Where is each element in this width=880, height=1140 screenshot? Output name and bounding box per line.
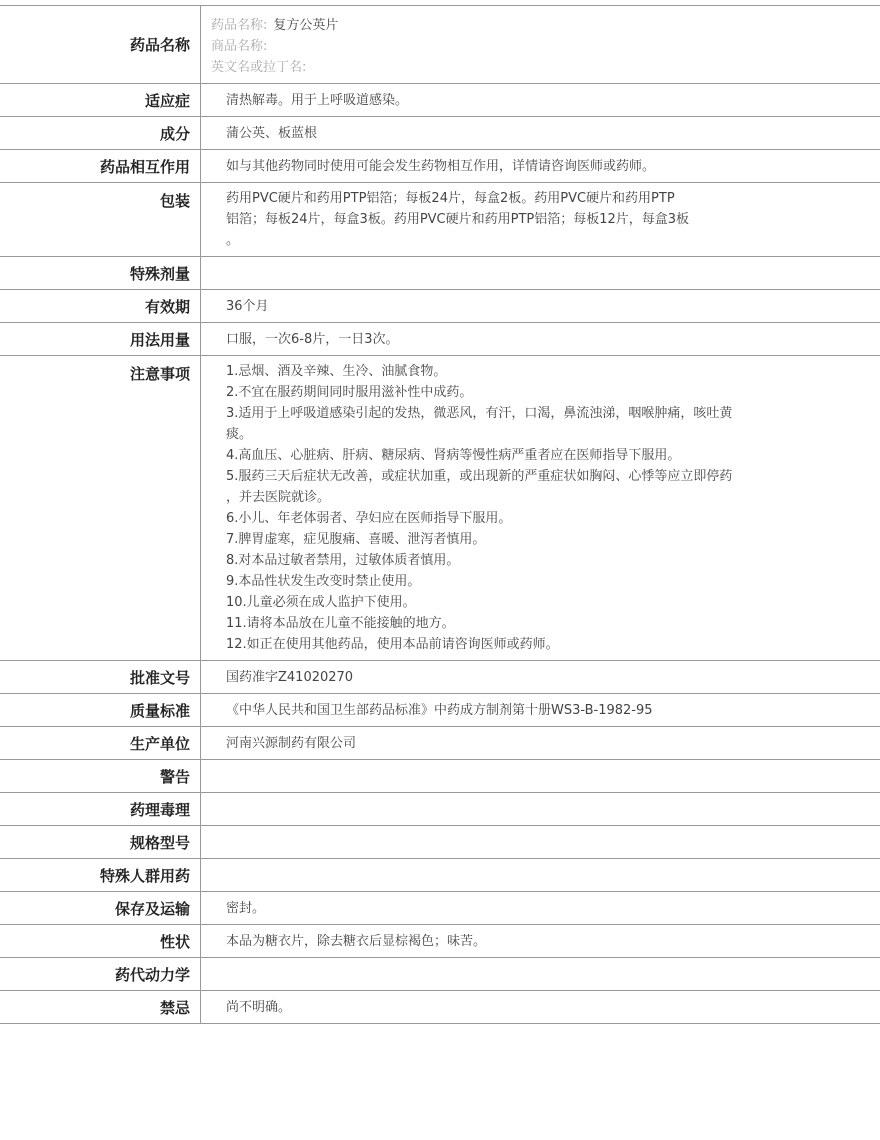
- value-usage: 口服，一次6-8片，一日3次。: [201, 323, 880, 356]
- label-pharmacology: 药理毒理: [0, 793, 201, 826]
- label-standard: 质量标准: [0, 694, 201, 727]
- generic-name-line: [211, 15, 880, 36]
- row-approval: [0, 661, 880, 694]
- row-drug-name: [0, 6, 880, 84]
- generic-name-key: 药品名称:: [211, 18, 268, 33]
- value-appearance: 本品为糖衣片，除去糖衣后显棕褐色；味苦。: [201, 925, 880, 958]
- precaution-line: 8.对本品过敏者禁用，过敏体质者慎用。: [226, 553, 460, 568]
- value-ingredients: 蒲公英、板蓝根: [201, 117, 880, 150]
- precaution-line: 5.服药三天后症状无改善，或症状加重，或出现新的严重症状如胸闷、心悸等应立即停药: [226, 469, 733, 484]
- value-validity: 36个月: [201, 290, 880, 323]
- label-storage: 保存及运输: [0, 892, 201, 925]
- row-validity: [0, 290, 880, 323]
- label-packaging: 包装: [0, 183, 201, 257]
- value-interaction: 如与其他药物同时使用可能会发生药物相互作用，详情请咨询医师或药师。: [201, 150, 880, 183]
- label-ingredients: 成分: [0, 117, 201, 150]
- precaution-line: 7.脾胃虚寒，症见腹痛、喜暖、泄泻者慎用。: [226, 532, 486, 547]
- row-special-dosage: [0, 257, 880, 290]
- row-pharmacokinetics: [0, 958, 880, 991]
- precaution-line: 1.忌烟、酒及辛辣、生冷、油腻食物。: [226, 364, 447, 379]
- value-indication: 清热解毒。用于上呼吸道感染。: [201, 84, 880, 117]
- value-precautions: [201, 356, 880, 661]
- value-pharmacokinetics: [201, 958, 880, 991]
- label-validity: 有效期: [0, 290, 201, 323]
- value-drug-name: [201, 6, 880, 84]
- precaution-line: 痰。: [226, 427, 253, 442]
- label-specification: 规格型号: [0, 826, 201, 859]
- drug-info-table: [0, 5, 880, 1024]
- precaution-line: 6.小儿、年老体弱者、孕妇应在医师指导下服用。: [226, 511, 512, 526]
- row-specification: [0, 826, 880, 859]
- value-special-population: [201, 859, 880, 892]
- label-special-population: 特殊人群用药: [0, 859, 201, 892]
- row-manufacturer: [0, 727, 880, 760]
- label-contraindications: 禁忌: [0, 991, 201, 1024]
- label-special-dosage: 特殊剂量: [0, 257, 201, 290]
- packaging-line: 药用PVC硬片和药用PTP铝箔；每板24片，每盒2板。药用PVC硬片和药用PTP: [226, 191, 675, 206]
- value-storage: 密封。: [201, 892, 880, 925]
- label-interaction: 药品相互作用: [0, 150, 201, 183]
- precaution-line: ，并去医院就诊。: [226, 490, 331, 505]
- label-indication: 适应症: [0, 84, 201, 117]
- english-name-line: [211, 57, 880, 78]
- packaging-line: 。: [226, 233, 240, 248]
- row-contraindications: [0, 991, 880, 1024]
- generic-name-value: 复方公英片: [273, 18, 339, 33]
- row-interaction: [0, 150, 880, 183]
- precaution-line: 4.高血压、心脏病、肝病、糖尿病、肾病等慢性病严重者应在医师指导下服用。: [226, 448, 681, 463]
- trade-name-key: 商品名称:: [211, 39, 268, 54]
- value-approval: 国药准字Z41020270: [201, 661, 880, 694]
- value-packaging: [201, 183, 880, 257]
- row-packaging: [0, 183, 880, 257]
- trade-name-line: [211, 36, 880, 57]
- row-ingredients: [0, 117, 880, 150]
- value-special-dosage: [201, 257, 880, 290]
- row-standard: [0, 694, 880, 727]
- precaution-line: 9.本品性状发生改变时禁止使用。: [226, 574, 421, 589]
- packaging-line: 铝箔；每板24片，每盒3板。药用PVC硬片和药用PTP铝箔；每板12片，每盒3板: [226, 212, 690, 227]
- label-usage: 用法用量: [0, 323, 201, 356]
- value-specification: [201, 826, 880, 859]
- label-precautions: 注意事项: [0, 356, 201, 661]
- row-special-population: [0, 859, 880, 892]
- row-precautions: [0, 356, 880, 661]
- label-manufacturer: 生产单位: [0, 727, 201, 760]
- row-pharmacology: [0, 793, 880, 826]
- row-indication: [0, 84, 880, 117]
- row-appearance: [0, 925, 880, 958]
- label-drug-name: 药品名称: [0, 6, 201, 84]
- precaution-line: 12.如正在使用其他药品，使用本品前请咨询医师或药师。: [226, 637, 559, 652]
- row-storage: [0, 892, 880, 925]
- precaution-line: 10.儿童必须在成人监护下使用。: [226, 595, 416, 610]
- value-manufacturer: 河南兴源制药有限公司: [201, 727, 880, 760]
- value-standard: 《中华人民共和国卫生部药品标准》中药成方制剂第十册WS3-B-1982-95: [201, 694, 880, 727]
- label-appearance: 性状: [0, 925, 201, 958]
- label-pharmacokinetics: 药代动力学: [0, 958, 201, 991]
- precaution-line: 3.适用于上呼吸道感染引起的发热，微恶风，有汗，口渴，鼻流浊涕，咽喉肿痛，咳吐黄: [226, 406, 733, 421]
- label-approval: 批准文号: [0, 661, 201, 694]
- value-warning: [201, 760, 880, 793]
- precaution-line: 11.请将本品放在儿童不能接触的地方。: [226, 616, 455, 631]
- value-contraindications: 尚不明确。: [201, 991, 880, 1024]
- english-name-key: 英文名或拉丁名:: [211, 60, 307, 75]
- row-usage: [0, 323, 880, 356]
- value-pharmacology: [201, 793, 880, 826]
- label-warning: 警告: [0, 760, 201, 793]
- row-warning: [0, 760, 880, 793]
- precaution-line: 2.不宜在服药期间同时服用滋补性中成药。: [226, 385, 473, 400]
